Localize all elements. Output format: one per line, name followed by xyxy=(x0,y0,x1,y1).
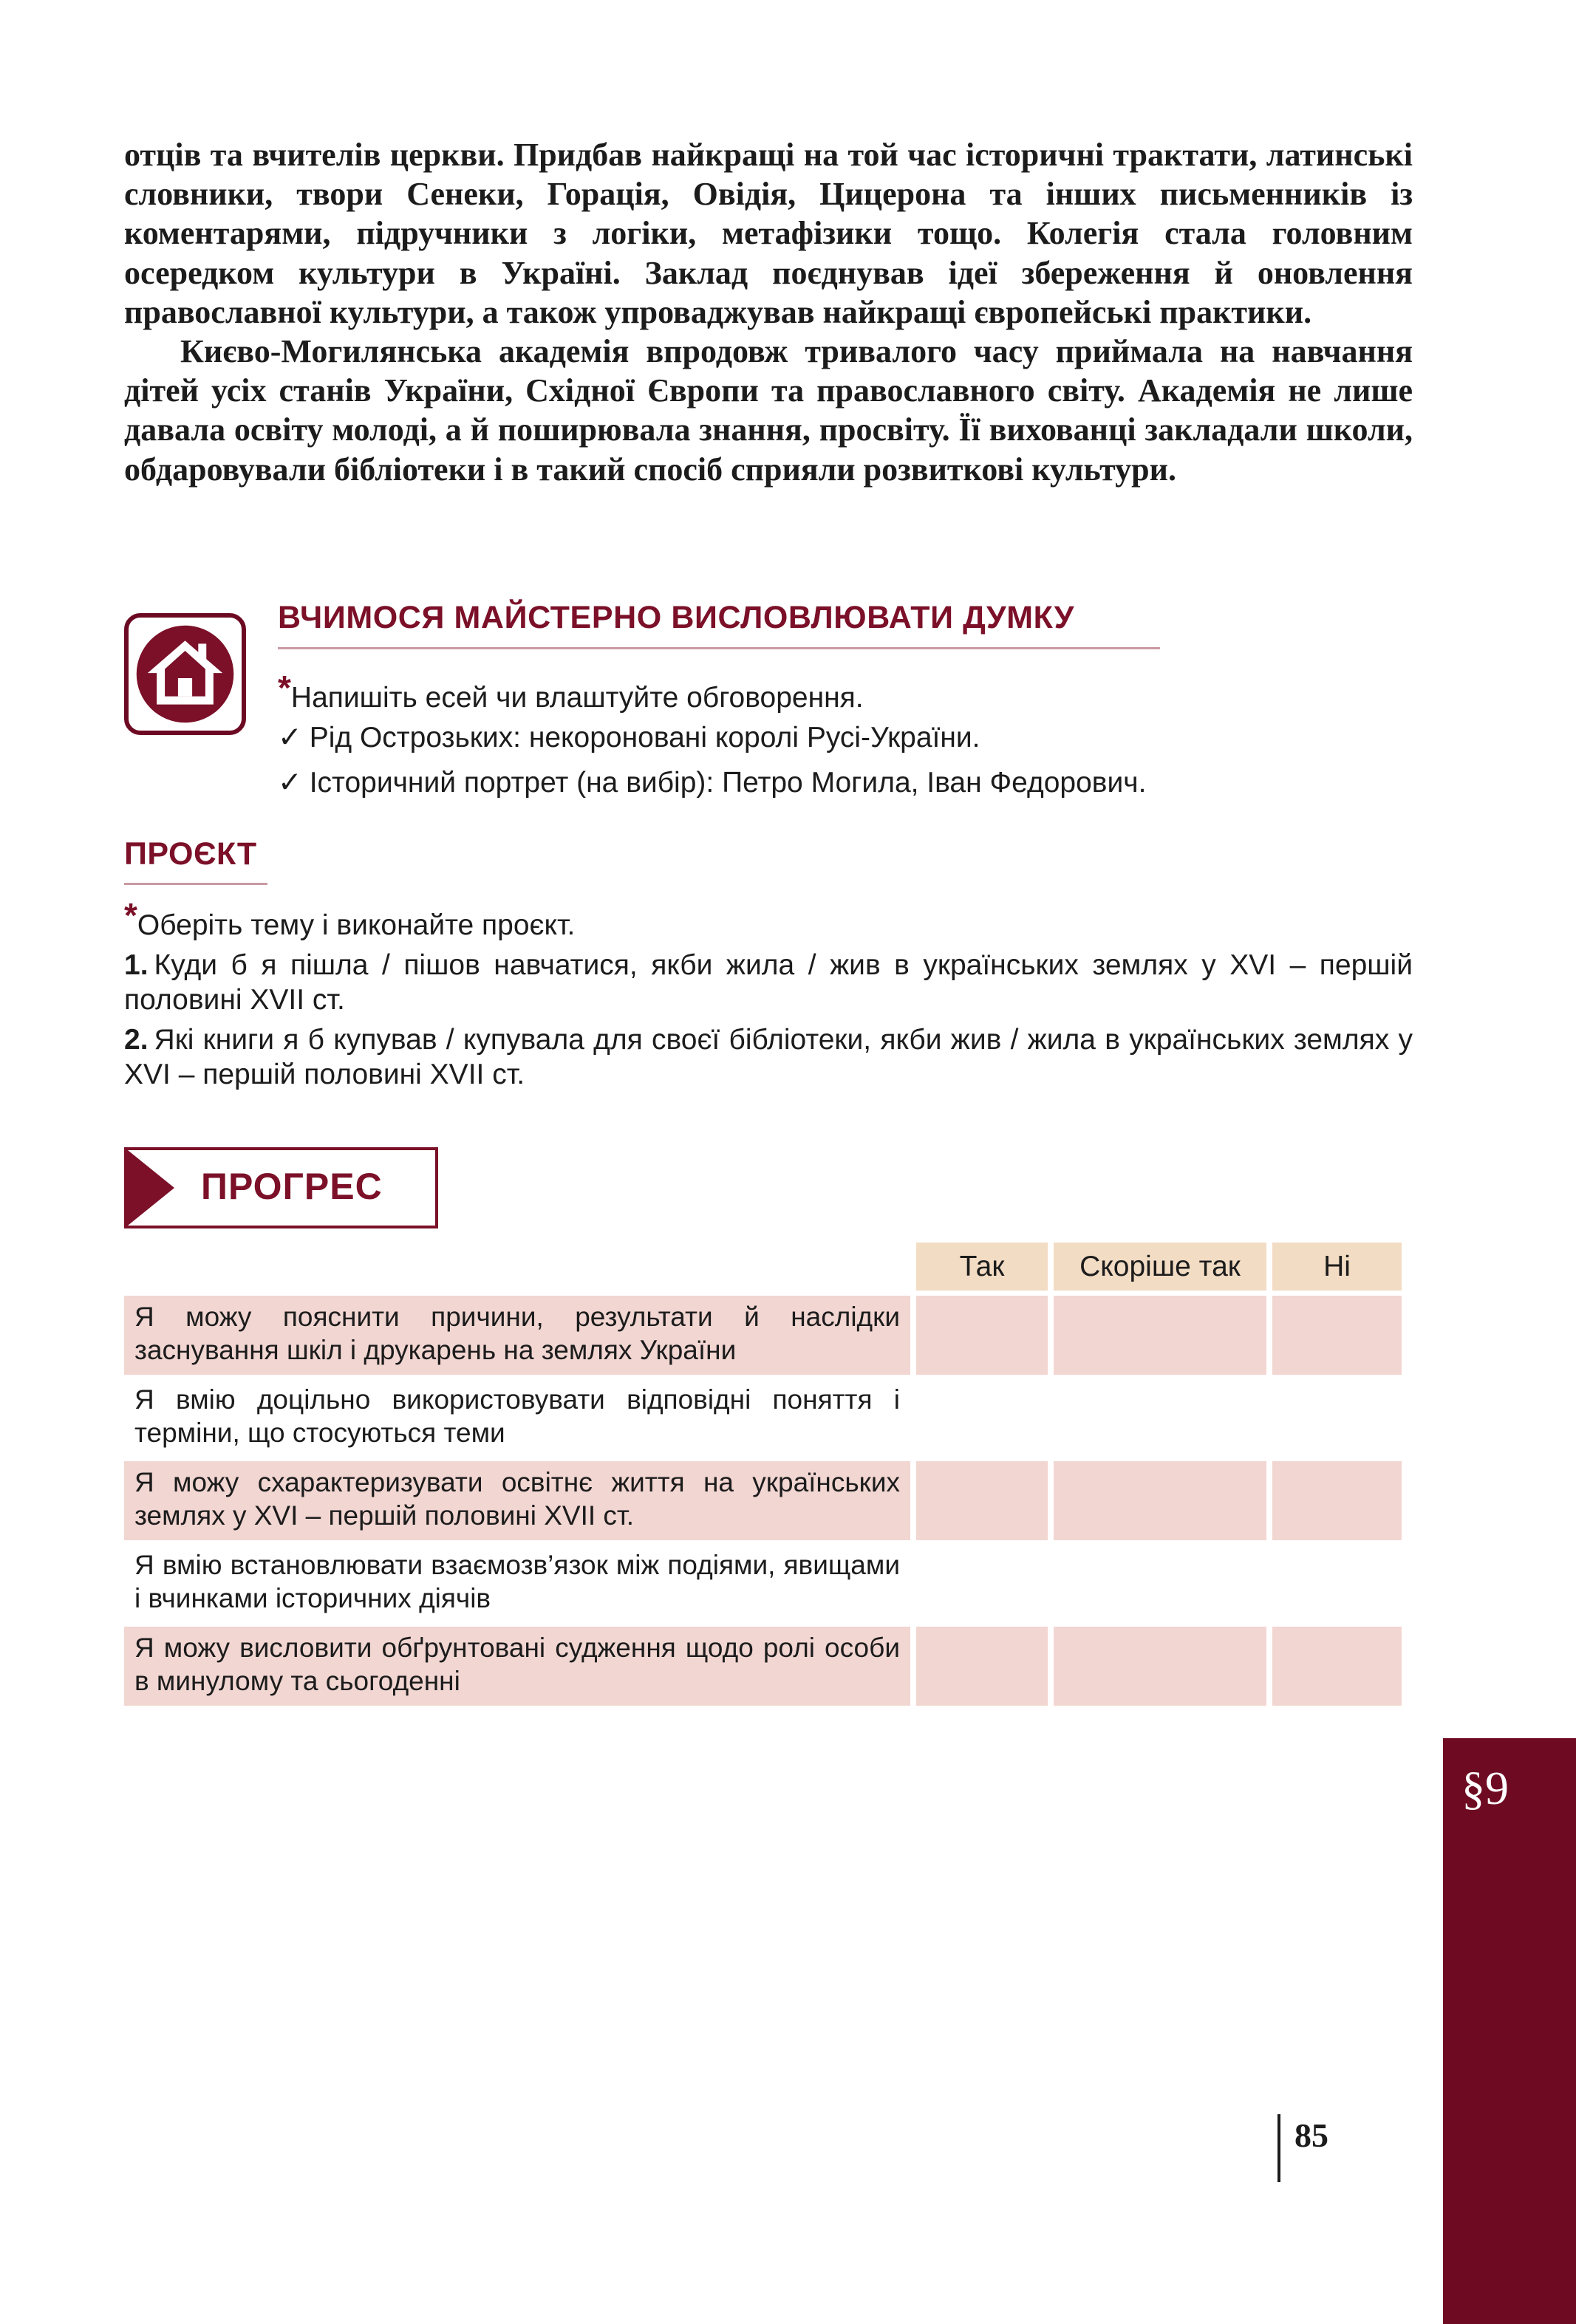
answer-cell-rather-yes[interactable] xyxy=(1054,1378,1266,1457)
answer-cell-no[interactable] xyxy=(1272,1296,1402,1375)
table-row xyxy=(124,1627,1413,1706)
asterisk-icon: * xyxy=(278,669,291,707)
table-row xyxy=(124,1378,1413,1457)
statement-cell: Я вмію встановлювати взаємозв’язок між подіями, явищами і вчинками історичних діячів xyxy=(134,1550,900,1613)
table-header-spacer xyxy=(124,1243,910,1291)
answer-cell-no[interactable] xyxy=(1272,1378,1402,1457)
project-item-number: 2. xyxy=(124,1024,149,1056)
essay-topic-text: Історичний портрет (на вибір): Петро Могила, Іван Федорович. xyxy=(309,767,1147,799)
table-row xyxy=(124,1544,1413,1623)
progress-title: ПРОГРЕС xyxy=(201,1166,383,1207)
project-task xyxy=(124,896,576,943)
check-icon: ✓ xyxy=(278,722,302,753)
page-number: 85 xyxy=(1294,2116,1328,2154)
column-header-rather-yes: Скоріше так xyxy=(1054,1243,1266,1291)
table-row xyxy=(124,1296,1413,1375)
statement-cell: Я можу пояснити причини, результати й наслідки заснування шкіл і друкарень на землях України xyxy=(124,1296,910,1375)
project-item-2 xyxy=(124,1022,1413,1092)
answer-cell-yes[interactable] xyxy=(916,1378,1048,1457)
check-icon: ✓ xyxy=(278,767,302,799)
project-item-text: Куди б я пішла / пішов навчатися, якби жила / жив в українських землях у XVI – першій половині XVII ст. xyxy=(124,949,1413,1016)
intro-text xyxy=(124,135,1413,489)
essay-heading-divider xyxy=(278,647,1160,649)
column-header-yes: Так xyxy=(916,1243,1048,1291)
project-heading-divider xyxy=(124,883,267,885)
answer-cell-yes[interactable] xyxy=(916,1461,1048,1540)
answer-cell-yes[interactable] xyxy=(916,1296,1048,1375)
answer-cell-no[interactable] xyxy=(1272,1627,1402,1706)
project-item-number: 1. xyxy=(124,949,149,981)
answer-cell-yes[interactable] xyxy=(916,1544,1048,1623)
table-row xyxy=(124,1461,1413,1540)
progress-header-box xyxy=(124,1147,438,1228)
home-icon xyxy=(124,613,246,735)
answer-cell-rather-yes[interactable] xyxy=(1054,1461,1266,1540)
project-heading: ПРОЄКТ xyxy=(124,836,257,872)
answer-cell-yes[interactable] xyxy=(916,1627,1048,1706)
statement-cell: Я можу схарактеризувати освітнє життя на українських землях у XVI – першій половині XVII ст. xyxy=(124,1461,910,1540)
answer-cell-no[interactable] xyxy=(1272,1461,1402,1540)
table-header-row xyxy=(124,1243,1413,1291)
essay-task-text: Напишіть есей чи влаштуйте обговорення. xyxy=(290,682,864,714)
section-number: §9 xyxy=(1461,1762,1509,1814)
intro-paragraph-1: отців та вчителів церкви. Придбав найкращі на той час історичні трактати, латинські словники, твори Сенеки, Горація, Овідія, Цицерона та інших письменників із коментарями, підручники з логіки, метафізики тощо. Колегія стала головним осередком культури в Україні. Заклад поєднував ідеї збереження й оновлення православної культури, а також упроваджував найкращі європейські практики. xyxy=(124,137,1413,330)
asterisk-icon: * xyxy=(124,896,137,934)
statement-cell: Я вмію доцільно використовувати відповідні поняття і терміни, що стосуються теми xyxy=(134,1384,900,1448)
answer-cell-rather-yes[interactable] xyxy=(1054,1544,1266,1623)
essay-topic-text: Рід Острозьких: некороновані королі Русі-України. xyxy=(309,722,980,753)
essay-topic-1 xyxy=(278,721,980,754)
progress-table xyxy=(124,1243,1413,1706)
project-task-text: Оберіть тему і виконайте проєкт. xyxy=(137,909,576,941)
page-number-divider xyxy=(1277,2114,1280,2182)
statement-cell: Я можу висловити обґрунтовані судження щодо ролі особи в минулому та сьогоденні xyxy=(124,1627,910,1706)
project-item-text: Які книги я б купував / купувала для своєї бібліотеки, якби жив / жила в українських землях у XVI – першій половині XVII ст. xyxy=(124,1024,1413,1090)
answer-cell-rather-yes[interactable] xyxy=(1054,1296,1266,1375)
intro-paragraph-2: Києво-Могилянська академія впродовж тривалого часу приймала на навчання дітей усіх станів України, Східної Європи та православного світу. Академія не лише давала освіту молоді, а й поширювала знання, просвіту. Її вихованці закладали школи, обдаровували бібліотеки і в такий спосіб сприяли розвиткові культури. xyxy=(124,333,1413,488)
answer-cell-no[interactable] xyxy=(1272,1544,1402,1623)
project-item-1 xyxy=(124,948,1413,1017)
essay-task xyxy=(278,669,864,715)
column-header-no: Ні xyxy=(1272,1243,1402,1291)
play-triangle-icon xyxy=(124,1147,174,1228)
answer-cell-rather-yes[interactable] xyxy=(1054,1627,1266,1706)
essay-heading: ВЧИМОСЯ МАЙСТЕРНО ВИСЛОВЛЮВАТИ ДУМКУ xyxy=(278,600,1074,635)
section-side-tab xyxy=(1443,1738,1576,2324)
essay-topic-2 xyxy=(278,766,1146,799)
